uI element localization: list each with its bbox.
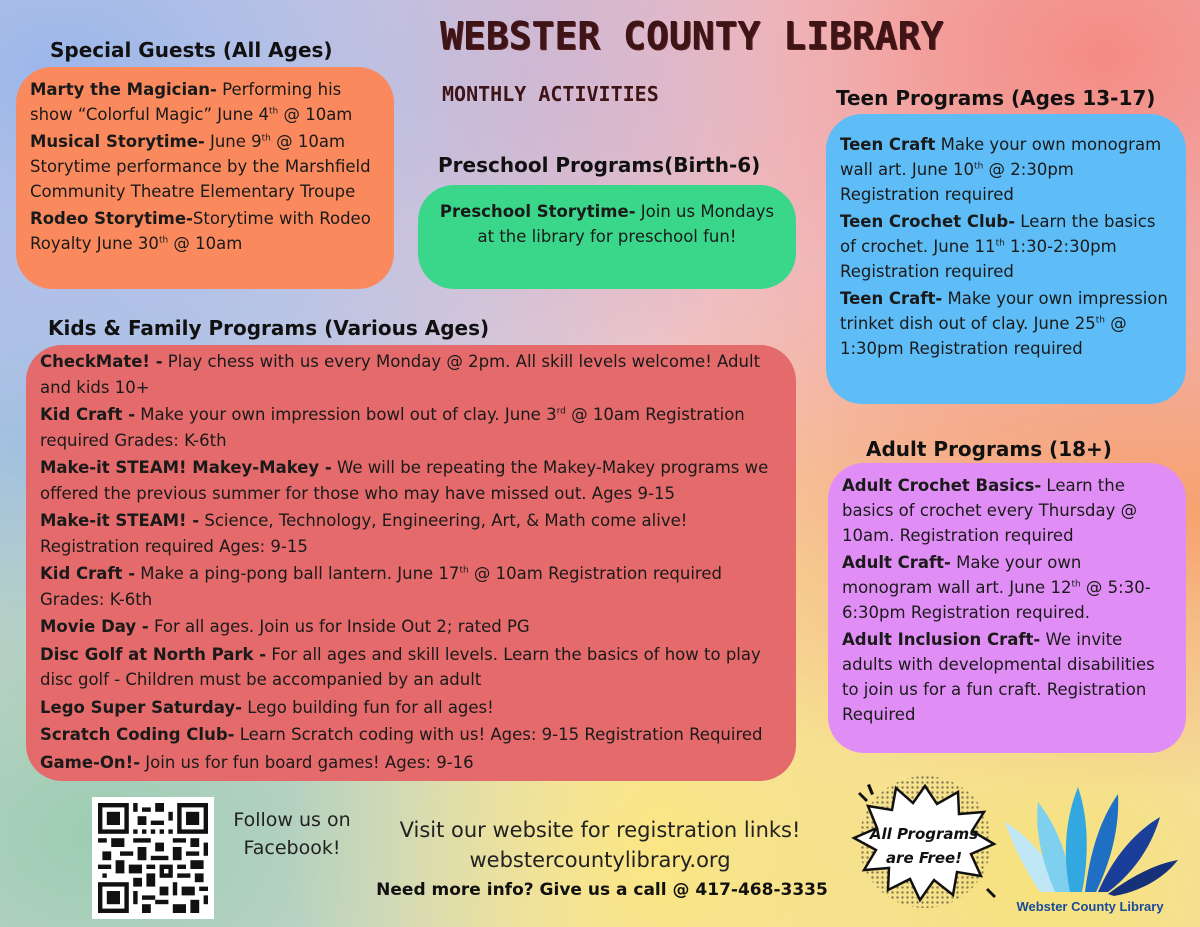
program-name: Lego Super Saturday- bbox=[40, 697, 242, 717]
program-item bbox=[40, 508, 782, 559]
library-logo-text: Webster County Library bbox=[1016, 899, 1164, 914]
program-name: Movie Day - bbox=[40, 617, 149, 636]
program-details: 1:30-2:30pm Registration required bbox=[840, 237, 1117, 281]
program-details: @ 10am Registration required Grades: K-6th bbox=[40, 564, 722, 609]
preschool-item-name: Preschool Storytime- bbox=[439, 202, 636, 221]
program-description: Play chess with us every Monday @ 2pm. All skill levels welcome! Adult and kids 10+ bbox=[40, 352, 761, 397]
preschool-item-text: Join us Mondays at the library for preschool fun! bbox=[477, 202, 775, 246]
program-name: Teen Craft- bbox=[840, 289, 943, 308]
date-suffix: th bbox=[995, 238, 1005, 249]
program-item bbox=[842, 627, 1172, 727]
qr-code[interactable] bbox=[92, 797, 214, 919]
program-name: Make-it STEAM! Makey-Makey - bbox=[40, 458, 332, 477]
program-item bbox=[30, 77, 380, 127]
program-description: Learn the basics of crochet. June 11 bbox=[840, 212, 1156, 256]
page-title: WEBSTER COUNTY LIBRARY bbox=[440, 14, 944, 58]
program-description: Make your own monogram wall art. June 12 bbox=[842, 553, 1082, 597]
program-item bbox=[840, 209, 1172, 284]
program-name: Adult Inclusion Craft- bbox=[842, 630, 1041, 649]
program-item bbox=[840, 286, 1172, 361]
program-name: Adult Craft- bbox=[842, 553, 951, 572]
program-description: Join us for fun board games! Ages: 9-16 bbox=[140, 752, 474, 772]
preschool-heading: Preschool Programs(Birth-6) bbox=[438, 153, 761, 177]
program-item bbox=[842, 473, 1172, 548]
kids-heading: Kids & Family Programs (Various Ages) bbox=[48, 316, 490, 340]
program-name: Kid Craft - bbox=[40, 564, 136, 583]
program-details: @ 2:30pm Registration required bbox=[840, 160, 1074, 204]
program-item bbox=[40, 722, 782, 748]
program-description: For all ages. Join us for Inside Out 2; rated PG bbox=[148, 617, 530, 636]
program-details: @ 10am bbox=[168, 234, 243, 253]
adult-heading: Adult Programs (18+) bbox=[866, 437, 1112, 461]
program-name: Adult Crochet Basics- bbox=[842, 476, 1042, 495]
program-name: Scratch Coding Club- bbox=[40, 725, 235, 744]
program-item bbox=[40, 695, 782, 721]
guests-box bbox=[16, 67, 394, 289]
program-description: Storytime with Rodeo Royalty June 30 bbox=[30, 209, 371, 253]
free-line-2: are Free! bbox=[885, 849, 963, 867]
program-name: Kid Craft - bbox=[40, 405, 136, 424]
phone-info: Need more info? Give us a call @ 417-468-3335 bbox=[376, 880, 828, 900]
website-link[interactable]: webstercountylibrary.org bbox=[469, 848, 731, 872]
program-details: @ 10am Registration required Grades: K-6th bbox=[40, 405, 745, 450]
program-details: @ 1:30pm Registration required bbox=[840, 314, 1127, 358]
free-line-1: All Programs bbox=[869, 825, 979, 843]
program-name: Musical Storytime- bbox=[30, 132, 205, 151]
program-item bbox=[40, 750, 782, 776]
teen-heading: Teen Programs (Ages 13-17) bbox=[836, 86, 1156, 110]
program-name: Make-it STEAM! - bbox=[40, 511, 200, 530]
program-description: For all ages and skill levels. Learn the basics of how to play disc golf - Children must be accompanied by an adult bbox=[40, 644, 761, 689]
program-description: Make your own monogram wall art. June 10 bbox=[840, 135, 1162, 179]
program-item bbox=[40, 455, 782, 506]
page-subtitle: MONTHLY ACTIVITIES bbox=[442, 82, 659, 106]
program-description: We invite adults with developmental disabilities to join us for a fun craft. Registration Required bbox=[842, 630, 1155, 724]
program-item bbox=[40, 349, 782, 400]
program-description: Lego building fun for all ages! bbox=[241, 697, 494, 717]
program-description: Make your own impression bowl out of clay. June 3 bbox=[135, 405, 557, 424]
program-details: @ 10am Storytime performance by the Marshfield Community Theatre Elementary Troupe bbox=[30, 132, 371, 201]
date-suffix: th bbox=[1095, 315, 1105, 326]
program-item bbox=[30, 129, 380, 204]
date-suffix: rd bbox=[556, 406, 566, 417]
program-name: Teen Crochet Club- bbox=[840, 212, 1016, 231]
preschool-box bbox=[418, 185, 796, 289]
program-item bbox=[840, 132, 1172, 207]
program-details: @ 10am bbox=[278, 105, 353, 124]
program-item bbox=[842, 550, 1172, 625]
library-logo-icon bbox=[1000, 782, 1180, 900]
program-description: June 9 bbox=[204, 132, 262, 151]
follow-facebook-text bbox=[218, 806, 366, 862]
program-description: Make a ping-pong ball lantern. June 17 bbox=[135, 564, 460, 583]
free-programs-text bbox=[858, 822, 990, 870]
date-suffix: th bbox=[459, 565, 469, 576]
visit-website-text bbox=[370, 815, 830, 875]
qr-code-graphic bbox=[98, 803, 208, 913]
program-item bbox=[40, 402, 782, 453]
follow-line-1: Follow us on bbox=[233, 809, 351, 831]
kids-box bbox=[26, 345, 796, 781]
program-details: @ 5:30-6:30pm Registration required. bbox=[842, 578, 1151, 622]
date-suffix: th bbox=[158, 235, 169, 246]
program-description: We will be repeating the Makey-Makey programs we offered the previous summer for those who may have missed out. Ages 9-15 bbox=[40, 458, 769, 503]
program-item bbox=[40, 614, 782, 640]
guests-heading: Special Guests (All Ages) bbox=[50, 38, 333, 62]
date-suffix: th bbox=[1071, 579, 1081, 590]
program-description: Learn the basics of crochet every Thursday @ 10am. Registration required bbox=[842, 476, 1138, 545]
program-name: Marty the Magician- bbox=[30, 80, 217, 99]
date-suffix: th bbox=[974, 161, 984, 172]
program-description: Performing his show “Colorful Magic” June 4 bbox=[30, 80, 342, 124]
visit-line-1: Visit our website for registration links! bbox=[399, 818, 801, 842]
program-name: Teen Craft bbox=[840, 135, 936, 154]
date-suffix: th bbox=[268, 106, 279, 117]
program-name: Rodeo Storytime- bbox=[30, 209, 193, 228]
program-name: Disc Golf at North Park - bbox=[40, 644, 267, 664]
program-description: Science, Technology, Engineering, Art, & Math come alive! Registration required Ages: 9-15 bbox=[40, 511, 688, 556]
date-suffix: th bbox=[261, 133, 271, 144]
program-description: Learn Scratch coding with us! Ages: 9-15 Registration Required bbox=[234, 725, 763, 744]
program-item bbox=[30, 206, 380, 256]
program-description: Make your own impression trinket dish out of clay. June 25 bbox=[840, 289, 1168, 333]
program-name: Game-On!- bbox=[40, 752, 141, 772]
program-name: CheckMate! - bbox=[40, 352, 163, 371]
program-item bbox=[40, 561, 782, 612]
teen-box bbox=[826, 114, 1186, 404]
adult-box bbox=[828, 463, 1186, 753]
follow-line-2: Facebook! bbox=[243, 837, 341, 859]
program-item bbox=[40, 642, 782, 693]
